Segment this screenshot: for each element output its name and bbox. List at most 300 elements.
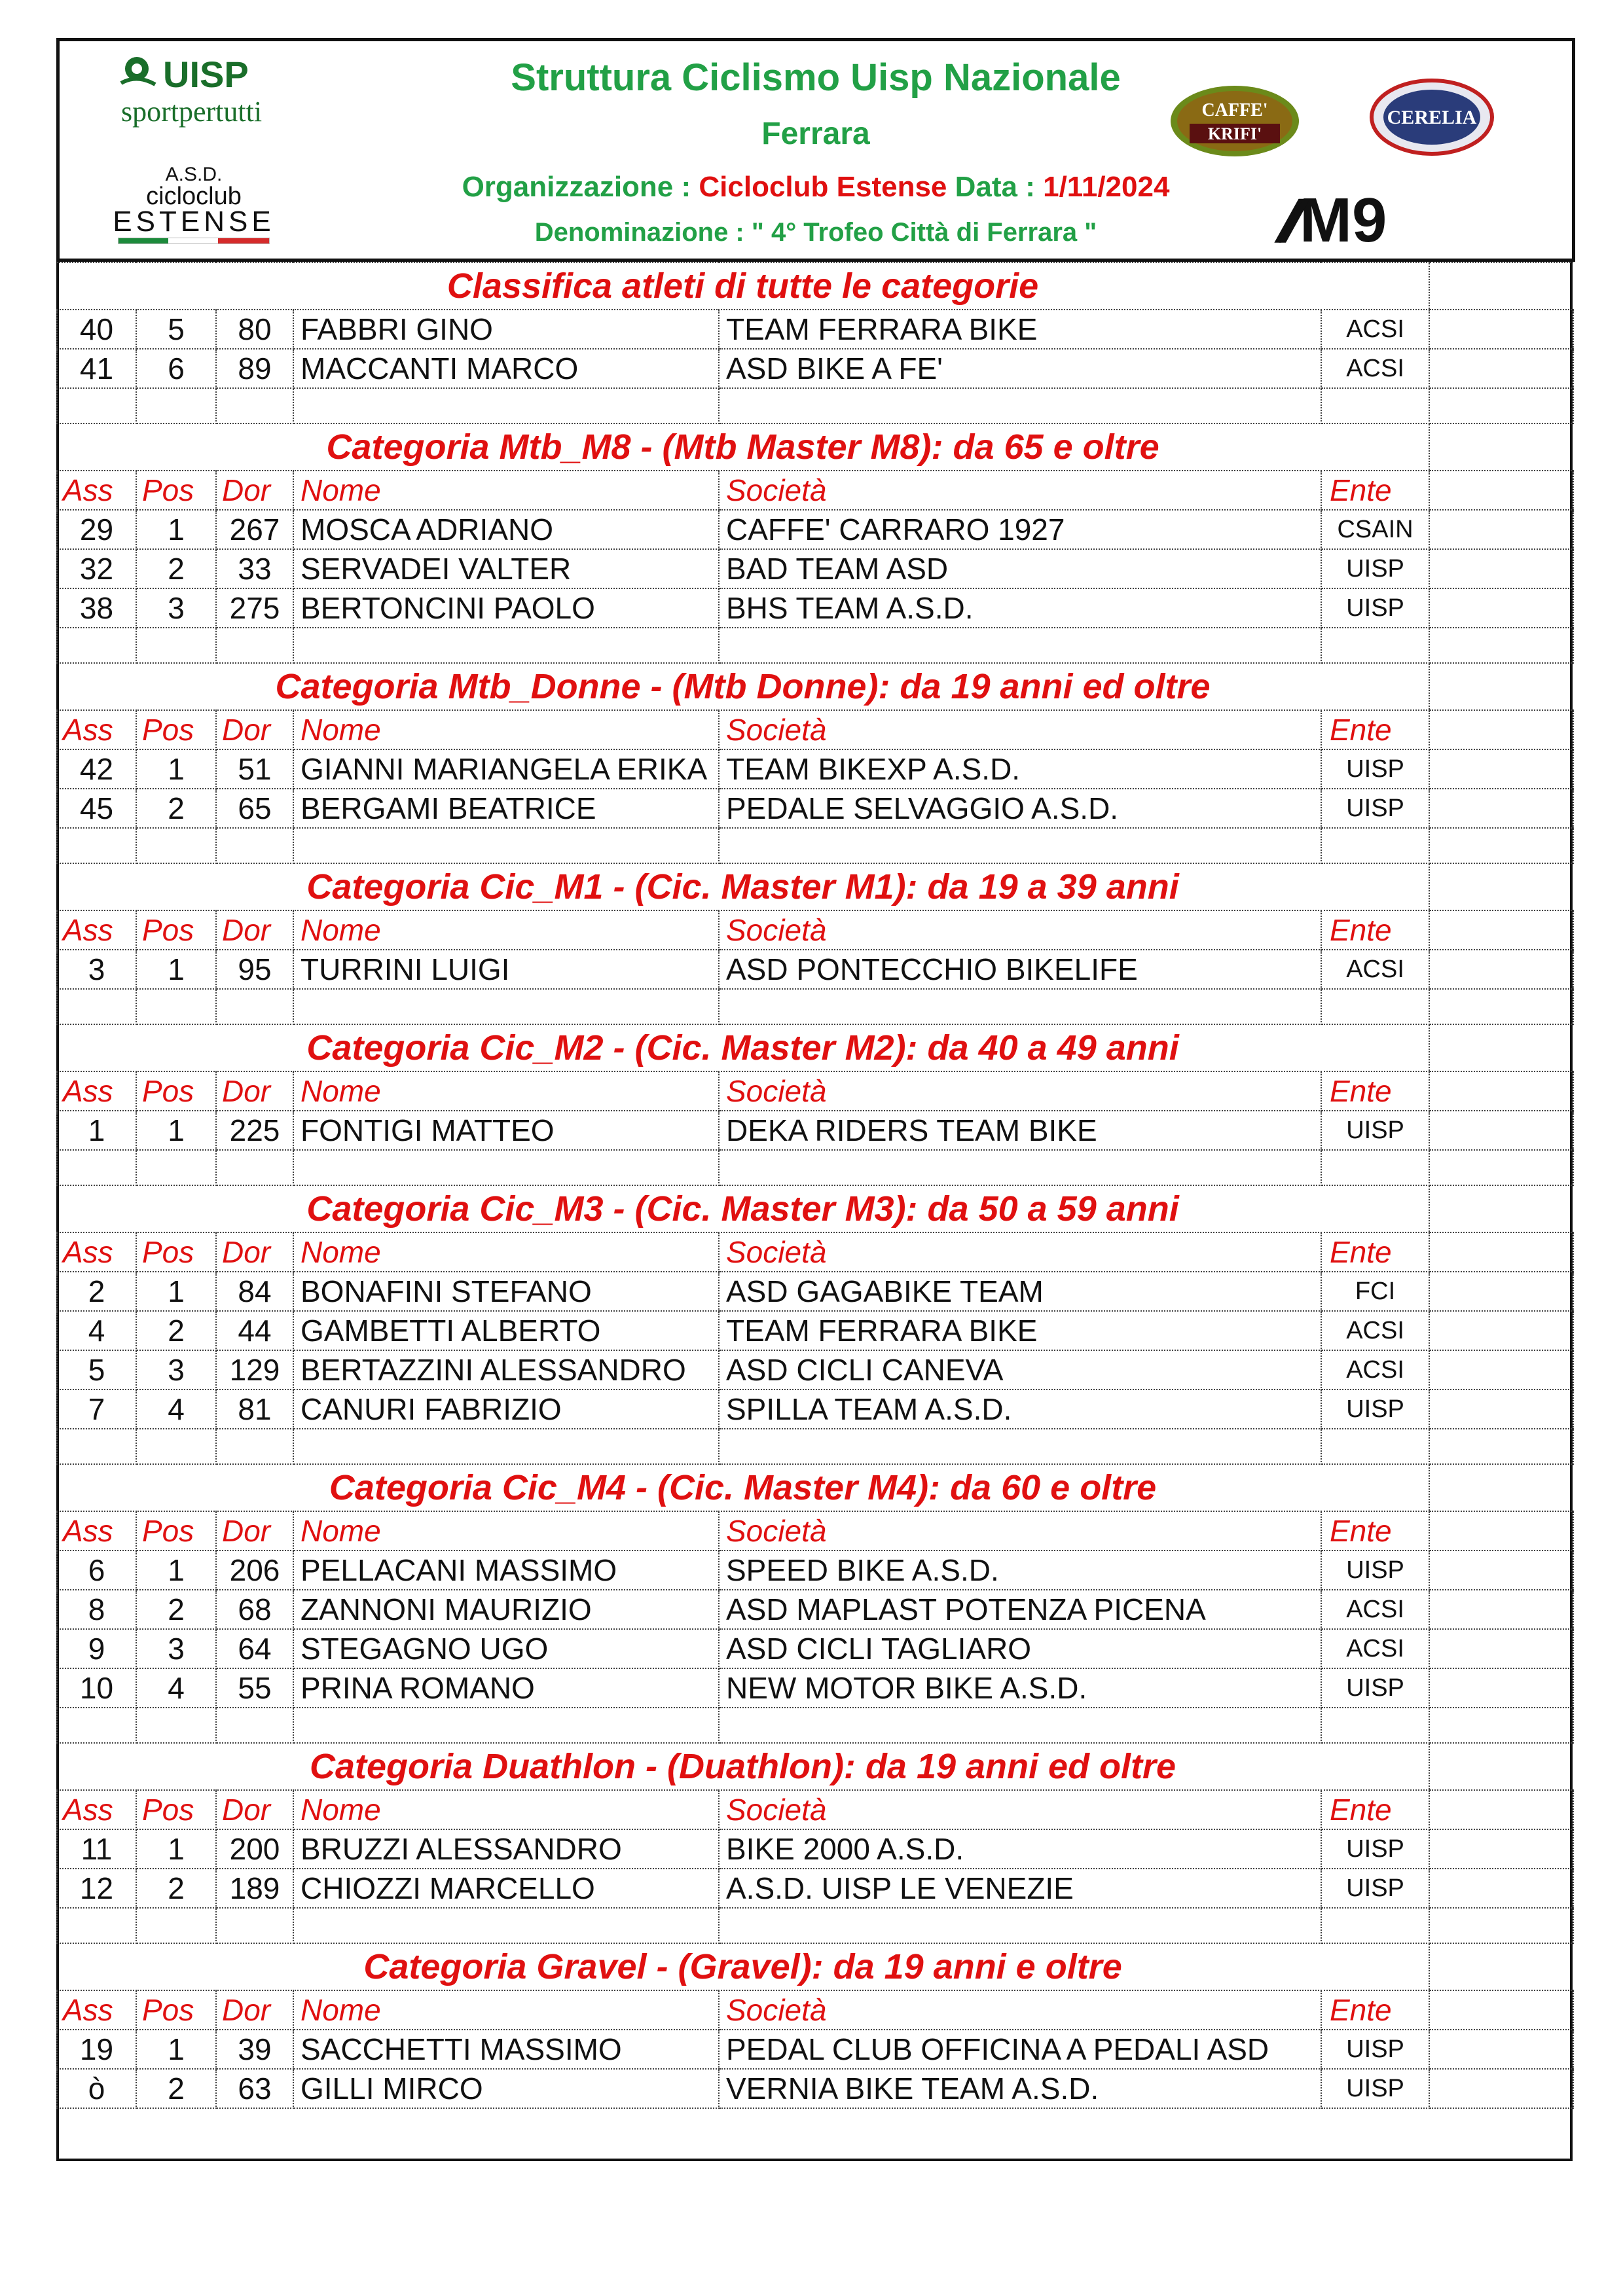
m9-logo-text: M9 [1300,185,1387,255]
cell-ass: 40 [57,310,136,349]
category-title: Categoria Cic_M3 - (Cic. Master M3): da 50 a 59 anni [57,1185,1429,1232]
cell-dor: 39 [216,2030,293,2069]
category-title-row [57,1743,1573,1790]
column-header-ass: Ass [57,1232,136,1272]
empty-cell [1429,262,1573,310]
empty-cell [1429,710,1573,749]
cell-ass: 41 [57,349,136,388]
category-title: Categoria Cic_M1 - (Cic. Master M1): da 19 a 39 anni [57,863,1429,910]
column-header-dor: Dor [216,1071,293,1111]
cell-dor: 225 [216,1111,293,1150]
empty-cell [136,1908,216,1943]
empty-cell [1321,989,1429,1024]
cell-ass: 12 [57,1869,136,1908]
cell-nome: BERGAMI BEATRICE [293,789,719,828]
category-title: Categoria Mtb_M8 - (Mtb Master M8): da 65 e oltre [57,423,1429,471]
empty-cell [57,1908,136,1943]
column-header-dor: Dor [216,471,293,510]
table-row [57,349,1573,388]
column-header-row [57,910,1573,950]
table-row [57,310,1573,349]
denomination-line: Denominazione : " 4° Trofeo Città di Ferrara " [534,218,1097,247]
cell-ente: UISP [1321,2069,1429,2108]
cell-ass: 5 [57,1350,136,1390]
column-header-ente: Ente [1321,471,1429,510]
empty-cell [719,828,1321,863]
category-title: Categoria Cic_M4 - (Cic. Master M4): da 60 e oltre [57,1464,1429,1511]
empty-cell [136,1150,216,1185]
results-sheet [56,38,1573,2109]
empty-cell [1429,2069,1573,2108]
column-header-dor: Dor [216,910,293,950]
empty-cell [1429,950,1573,989]
cell-nome: GILLI MIRCO [293,2069,719,2108]
cell-pos: 2 [136,1869,216,1908]
date-value: 1/11/2024 [1043,171,1170,203]
empty-cell [136,388,216,423]
empty-cell [1429,310,1573,349]
empty-cell [57,628,136,663]
empty-cell [1429,1829,1573,1869]
cell-ass: 11 [57,1829,136,1869]
column-header-pos: Pos [136,1071,216,1111]
column-header-ente: Ente [1321,1232,1429,1272]
category-title-row [57,1024,1573,1071]
cell-ass: 38 [57,588,136,628]
cell-pos: 2 [136,2069,216,2108]
table-row [57,1869,1573,1908]
cerelia-logo-text: CERELIA [1387,107,1477,128]
column-header-nome: Nome [293,1511,719,1551]
caffe-krifi-badge-icon [1166,82,1304,160]
cell-pos: 1 [136,1829,216,1869]
column-header-pos: Pos [136,710,216,749]
column-header-ente: Ente [1321,710,1429,749]
empty-cell [1321,1150,1429,1185]
empty-cell [216,828,293,863]
cell-societa: ASD MAPLAST POTENZA PICENA [719,1590,1321,1629]
empty-cell [293,628,719,663]
cell-pos: 6 [136,349,216,388]
cell-ente: UISP [1321,1829,1429,1869]
cell-nome: ZANNONI MAURIZIO [293,1590,719,1629]
empty-cell [216,1429,293,1464]
empty-cell [1321,828,1429,863]
cell-dor: 81 [216,1390,293,1429]
cell-dor: 267 [216,510,293,549]
cell-ente: UISP [1321,588,1429,628]
column-header-dor: Dor [216,1232,293,1272]
empty-cell [216,388,293,423]
empty-cell [1429,549,1573,588]
table-row [57,1111,1573,1150]
empty-cell [1321,1708,1429,1743]
cell-nome: FABBRI GINO [293,310,719,349]
cell-pos: 4 [136,1390,216,1429]
cell-ente: ACSI [1321,349,1429,388]
empty-cell [1429,910,1573,950]
column-header-pos: Pos [136,471,216,510]
cell-ente: ACSI [1321,1629,1429,1668]
empty-cell [1321,1429,1429,1464]
results-table [56,262,1574,2109]
table-row [57,789,1573,828]
empty-cell [136,989,216,1024]
column-header-ass: Ass [57,471,136,510]
category-title-row [57,863,1573,910]
table-row [57,1350,1573,1390]
cell-societa: DEKA RIDERS TEAM BIKE [719,1111,1321,1150]
cell-societa: ASD CICLI TAGLIARO [719,1629,1321,1668]
cell-societa: ASD CICLI CANEVA [719,1350,1321,1390]
column-header-row [57,1511,1573,1551]
cerelia-badge-icon [1366,78,1497,156]
empty-cell [1429,588,1573,628]
organization-label: Organizzazione : [462,171,699,203]
empty-cell [1429,1990,1573,2030]
column-header-nome: Nome [293,1232,719,1272]
cell-dor: 44 [216,1311,293,1350]
empty-cell [1429,1869,1573,1908]
column-header-societa: Società [719,710,1321,749]
column-header-ass: Ass [57,910,136,950]
empty-cell [216,1150,293,1185]
cell-pos: 1 [136,1272,216,1311]
cell-ente: FCI [1321,1272,1429,1311]
empty-cell [1429,1629,1573,1668]
cell-ente: UISP [1321,1390,1429,1429]
empty-cell [719,1429,1321,1464]
empty-cell [1429,1668,1573,1708]
table-row [57,950,1573,989]
column-header-societa: Società [719,1071,1321,1111]
m9-slash-icon: // [1269,189,1303,255]
cell-nome: CHIOZZI MARCELLO [293,1869,719,1908]
category-title: Categoria Gravel - (Gravel): da 19 anni e oltre [57,1943,1429,1990]
cell-nome: GAMBETTI ALBERTO [293,1311,719,1350]
cell-nome: PRINA ROMANO [293,1668,719,1708]
cell-societa: BAD TEAM ASD [719,549,1321,588]
column-header-ass: Ass [57,1790,136,1829]
column-header-row [57,1790,1573,1829]
empty-cell [1429,1708,1573,1743]
caffe-krifi-logo [1166,82,1304,160]
empty-cell [1429,1390,1573,1429]
category-title: Categoria Cic_M2 - (Cic. Master M2): da 40 a 49 anni [57,1024,1429,1071]
empty-cell [216,1908,293,1943]
column-header-pos: Pos [136,1511,216,1551]
column-header-ente: Ente [1321,1990,1429,2030]
table-row [57,1629,1573,1668]
column-header-societa: Società [719,1511,1321,1551]
empty-cell [57,1150,136,1185]
empty-cell [136,1429,216,1464]
empty-cell [719,628,1321,663]
category-title-row [57,1185,1573,1232]
empty-cell [293,1150,719,1185]
date-label: Data : [947,171,1044,203]
column-header-row [57,1990,1573,2030]
cell-dor: 95 [216,950,293,989]
empty-cell [136,1708,216,1743]
cell-ass: 4 [57,1311,136,1350]
cell-ass: 1 [57,1111,136,1150]
empty-cell [1429,1185,1573,1232]
column-header-dor: Dor [216,1790,293,1829]
column-header-nome: Nome [293,471,719,510]
column-header-ass: Ass [57,1511,136,1551]
cell-pos: 3 [136,1350,216,1390]
empty-cell [719,1150,1321,1185]
cell-ass: 32 [57,549,136,588]
spacer-row [57,1150,1573,1185]
empty-cell [136,628,216,663]
empty-cell [1429,471,1573,510]
cell-dor: 68 [216,1590,293,1629]
spacer-row [57,628,1573,663]
cell-societa: BHS TEAM A.S.D. [719,588,1321,628]
empty-cell [293,1429,719,1464]
empty-cell [1429,1024,1573,1071]
column-header-pos: Pos [136,910,216,950]
cell-ass: 29 [57,510,136,549]
empty-cell [57,989,136,1024]
spacer-row [57,828,1573,863]
column-header-row [57,1071,1573,1111]
cell-ente: UISP [1321,1111,1429,1150]
empty-cell [1321,628,1429,663]
table-row [57,1829,1573,1869]
uisp-logo-subtext: sportpertutti [121,96,263,128]
empty-cell [1429,1511,1573,1551]
empty-cell [719,989,1321,1024]
cell-societa: SPEED BIKE A.S.D. [719,1551,1321,1590]
cell-dor: 65 [216,789,293,828]
category-title-row [57,663,1573,710]
results-table-body [57,262,1573,2108]
empty-cell [293,1908,719,1943]
caffe-logo-text-2: KRIFI' [1207,124,1262,143]
empty-cell [57,1429,136,1464]
empty-cell [57,388,136,423]
cell-dor: 80 [216,310,293,349]
spacer-row [57,1708,1573,1743]
empty-cell [216,1708,293,1743]
column-header-nome: Nome [293,1071,719,1111]
column-header-ente: Ente [1321,1790,1429,1829]
cell-dor: 51 [216,749,293,789]
organization-value: Cicloclub Estense [699,171,947,203]
column-header-nome: Nome [293,1990,719,2030]
empty-cell [1429,1311,1573,1350]
cell-nome: MOSCA ADRIANO [293,510,719,549]
cell-pos: 1 [136,510,216,549]
cell-pos: 2 [136,789,216,828]
table-row [57,1272,1573,1311]
column-header-row [57,1232,1573,1272]
cell-ente: ACSI [1321,310,1429,349]
cell-ente: ACSI [1321,1311,1429,1350]
cell-pos: 2 [136,1311,216,1350]
uisp-logo-text: UISP [163,54,249,95]
cell-societa: PEDAL CLUB OFFICINA A PEDALI ASD [719,2030,1321,2069]
column-header-nome: Nome [293,1790,719,1829]
column-header-societa: Società [719,1990,1321,2030]
empty-cell [1429,349,1573,388]
empty-cell [1429,2030,1573,2069]
spacer-row [57,1429,1573,1464]
cell-ente: ACSI [1321,950,1429,989]
cell-societa: CAFFE' CARRARO 1927 [719,510,1321,549]
cell-nome: GIANNI MARIANGELA ERIKA [293,749,719,789]
column-header-societa: Società [719,1232,1321,1272]
cell-ass: 9 [57,1629,136,1668]
cell-societa: BIKE 2000 A.S.D. [719,1829,1321,1869]
category-title-row [57,262,1573,310]
spacer-row [57,388,1573,423]
empty-cell [1429,1790,1573,1829]
empty-cell [136,828,216,863]
table-row [57,749,1573,789]
category-title-row [57,1464,1573,1511]
empty-cell [719,388,1321,423]
empty-cell [57,828,136,863]
cell-ass: 3 [57,950,136,989]
cell-nome: STEGAGNO UGO [293,1629,719,1668]
cell-ass: 42 [57,749,136,789]
document-title: Struttura Ciclismo Uisp Nazionale [511,56,1121,99]
caffe-logo-text-1: CAFFE' [1201,100,1268,120]
column-header-nome: Nome [293,910,719,950]
column-header-ente: Ente [1321,1511,1429,1551]
cell-societa: VERNIA BIKE TEAM A.S.D. [719,2069,1321,2108]
column-header-ass: Ass [57,710,136,749]
cell-dor: 89 [216,349,293,388]
cell-pos: 1 [136,2030,216,2069]
cell-societa: ASD PONTECCHIO BIKELIFE [719,950,1321,989]
empty-cell [1321,1908,1429,1943]
table-row [57,1311,1573,1350]
empty-cell [1429,1908,1573,1943]
cell-pos: 3 [136,1629,216,1668]
empty-cell [1429,423,1573,471]
empty-cell [293,828,719,863]
cell-ass: 10 [57,1668,136,1708]
column-header-ente: Ente [1321,910,1429,950]
cell-ente: UISP [1321,1668,1429,1708]
cell-ente: UISP [1321,549,1429,588]
cell-ass: 8 [57,1590,136,1629]
cell-dor: 55 [216,1668,293,1708]
cell-pos: 2 [136,549,216,588]
column-header-ente: Ente [1321,1071,1429,1111]
estense-logo-line1: A.S.D. [165,164,223,185]
m9-logo [1269,185,1530,255]
cell-pos: 1 [136,1551,216,1590]
empty-cell [719,1708,1321,1743]
cell-nome: BERTONCINI PAOLO [293,588,719,628]
table-row [57,2069,1573,2108]
category-title: Categoria Mtb_Donne - (Mtb Donne): da 19 anni ed oltre [57,663,1429,710]
table-row [57,1551,1573,1590]
empty-cell [1429,1943,1573,1990]
table-row [57,1590,1573,1629]
table-row [57,1390,1573,1429]
empty-cell [1429,510,1573,549]
column-header-row [57,471,1573,510]
category-title-row [57,423,1573,471]
cell-societa: TEAM FERRARA BIKE [719,310,1321,349]
cell-dor: 84 [216,1272,293,1311]
table-row [57,549,1573,588]
empty-cell [1429,1551,1573,1590]
column-header-ass: Ass [57,1990,136,2030]
empty-cell [1429,1272,1573,1311]
empty-cell [1429,1150,1573,1185]
column-header-pos: Pos [136,1232,216,1272]
cell-ente: UISP [1321,1869,1429,1908]
cell-pos: 1 [136,1111,216,1150]
empty-cell [57,1708,136,1743]
column-header-nome: Nome [293,710,719,749]
column-header-societa: Società [719,471,1321,510]
empty-cell [1429,1429,1573,1464]
cell-pos: 4 [136,1668,216,1708]
cell-dor: 33 [216,549,293,588]
cell-ass: ò [57,2069,136,2108]
cell-nome: BERTAZZINI ALESSANDRO [293,1350,719,1390]
spacer-row [57,989,1573,1024]
cell-dor: 189 [216,1869,293,1908]
column-header-pos: Pos [136,1990,216,2030]
cell-ass: 19 [57,2030,136,2069]
estense-logo-line3: ESTENSE [113,206,275,238]
cell-nome: PELLACANI MASSIMO [293,1551,719,1590]
table-row [57,2030,1573,2069]
column-header-dor: Dor [216,1990,293,2030]
cell-nome: MACCANTI MARCO [293,349,719,388]
empty-cell [1429,1464,1573,1511]
column-header-ass: Ass [57,1071,136,1111]
empty-cell [1429,989,1573,1024]
cell-ente: UISP [1321,1551,1429,1590]
empty-cell [293,1708,719,1743]
column-header-societa: Società [719,910,1321,950]
empty-cell [1429,388,1573,423]
empty-cell [1429,1232,1573,1272]
estense-logo-line2: cicloclub [146,183,242,210]
column-header-dor: Dor [216,1511,293,1551]
cell-ass: 45 [57,789,136,828]
column-header-pos: Pos [136,1790,216,1829]
cell-ente: CSAIN [1321,510,1429,549]
empty-cell [1429,1111,1573,1150]
cell-societa: ASD BIKE A FE' [719,349,1321,388]
cell-pos: 3 [136,588,216,628]
cell-dor: 275 [216,588,293,628]
empty-cell [1429,1590,1573,1629]
cell-ass: 7 [57,1390,136,1429]
empty-cell [1429,1743,1573,1790]
overall-ranking-title: Classifica atleti di tutte le categorie [57,262,1429,310]
table-row [57,1668,1573,1708]
cell-dor: 63 [216,2069,293,2108]
cell-societa: SPILLA TEAM A.S.D. [719,1390,1321,1429]
cell-ass: 6 [57,1551,136,1590]
cell-ente: ACSI [1321,1590,1429,1629]
cell-ente: UISP [1321,789,1429,828]
column-header-row [57,710,1573,749]
